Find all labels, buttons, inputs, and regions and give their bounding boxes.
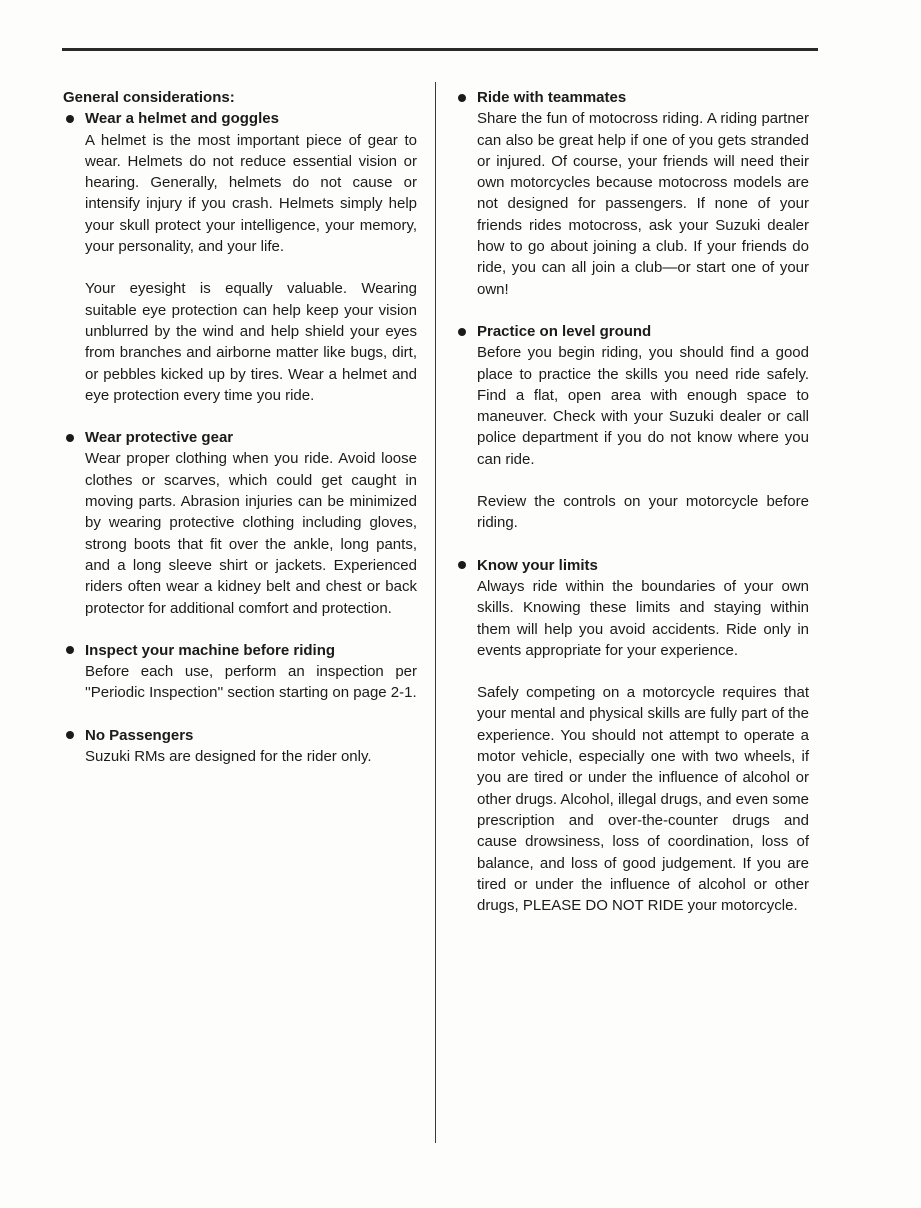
bullet-icon <box>66 646 74 654</box>
header-rule <box>62 48 818 51</box>
section-protective-gear <box>63 427 417 619</box>
section-know-limits <box>455 555 809 917</box>
section-paragraph: A helmet is the most important piece of gear to wear. Helmets do not reduce essential vision or hearing. Generally, helmets do not cause or intensify injury if you crash. Helmets simply help your skull protect your intelligence, your memory, your personality, and your life. <box>85 131 417 256</box>
general-considerations-heading: General considerations: <box>63 89 235 106</box>
section-paragraph: Safely competing on a motorcycle requires that your mental and physical skills are fully part of the experience. You should not attempt to operate a motor vehicle, especially one with two wheels, if you are tired or under the influence of alcohol or other drugs. Alcohol, illegal drugs, and even some prescription and over-the-counter drugs and cause drowsiness, loss of coordination, loss of balance, and loss of good judgement. If you are tired or under the influence of alcohol or other drugs, PLEASE DO NOT RIDE your motorcycle. <box>477 684 809 915</box>
section-title: Wear protective gear <box>85 429 234 447</box>
section-level-ground <box>455 321 809 534</box>
section-paragraph: Before each use, perform an inspection per ''Periodic Inspection'' section starting on page 2-1. <box>85 663 417 702</box>
section-no-passengers <box>63 725 417 768</box>
section-paragraph: Share the fun of motocross riding. A riding partner can also be great help if one of you gets stranded or injured. Of course, your friends will need their own motorcycles because motocross models are not designed for passengers. If none of your friends rides motocross, ask your Suzuki dealer how to go about joining a club. If your friends do ride, you can all join a club—or start one of your own! <box>477 110 809 298</box>
column-divider <box>435 82 436 1143</box>
bullet-icon <box>458 561 466 569</box>
section-title: Practice on level ground <box>477 322 652 340</box>
section-paragraph: Before you begin riding, you should find a good place to practice the skills you need ride safely. Find a flat, open area with enough space to maneuver. Check with your Suzuki dealer or call police department if you do not know where you can ride. <box>477 344 809 468</box>
section-paragraph: Always ride within the boundaries of your own skills. Knowing these limits and staying within them will help you avoid accidents. Ride only in events appropriate for your experience. <box>477 577 809 659</box>
bullet-icon <box>66 731 74 739</box>
bullet-icon <box>66 115 74 123</box>
section-paragraph: Review the controls on your motorcycle before riding. <box>477 493 809 532</box>
bullet-icon <box>458 94 466 102</box>
bullet-icon <box>458 328 466 336</box>
section-title: No Passengers <box>85 726 194 744</box>
section-helmet <box>63 108 417 406</box>
section-title: Ride with teammates <box>477 89 627 106</box>
section-paragraph: Your eyesight is equally valuable. Wearing suitable eye protection can help keep your vision unblurred by the wind and help shield your eyes from branches and airborne matter like bugs, dirt, or pebbles kicked up by tires. Wear a helmet and eye protection every time you ride. <box>85 280 417 404</box>
section-title: Know your limits <box>477 556 598 574</box>
section-teammates <box>455 87 809 300</box>
section-title: Inspect your machine before riding <box>85 641 336 659</box>
section-paragraph: Wear proper clothing when you ride. Avoid loose clothes or scarves, which could get caught in moving parts. Abrasion injuries can be minimized by wearing protective clothing including gloves, strong boots that fit over the ankle, long pants, and a long sleeve shirt or jackets. Experienced riders often wear a kidney belt and chest or back protector for additional comfort and protection. <box>85 450 417 617</box>
section-inspect-machine <box>63 640 417 704</box>
left-column <box>63 87 417 788</box>
section-title: Wear a helmet and goggles <box>85 110 279 128</box>
bullet-icon <box>66 434 74 442</box>
right-column <box>455 87 809 937</box>
section-paragraph: Suzuki RMs are designed for the rider only. <box>85 748 372 766</box>
